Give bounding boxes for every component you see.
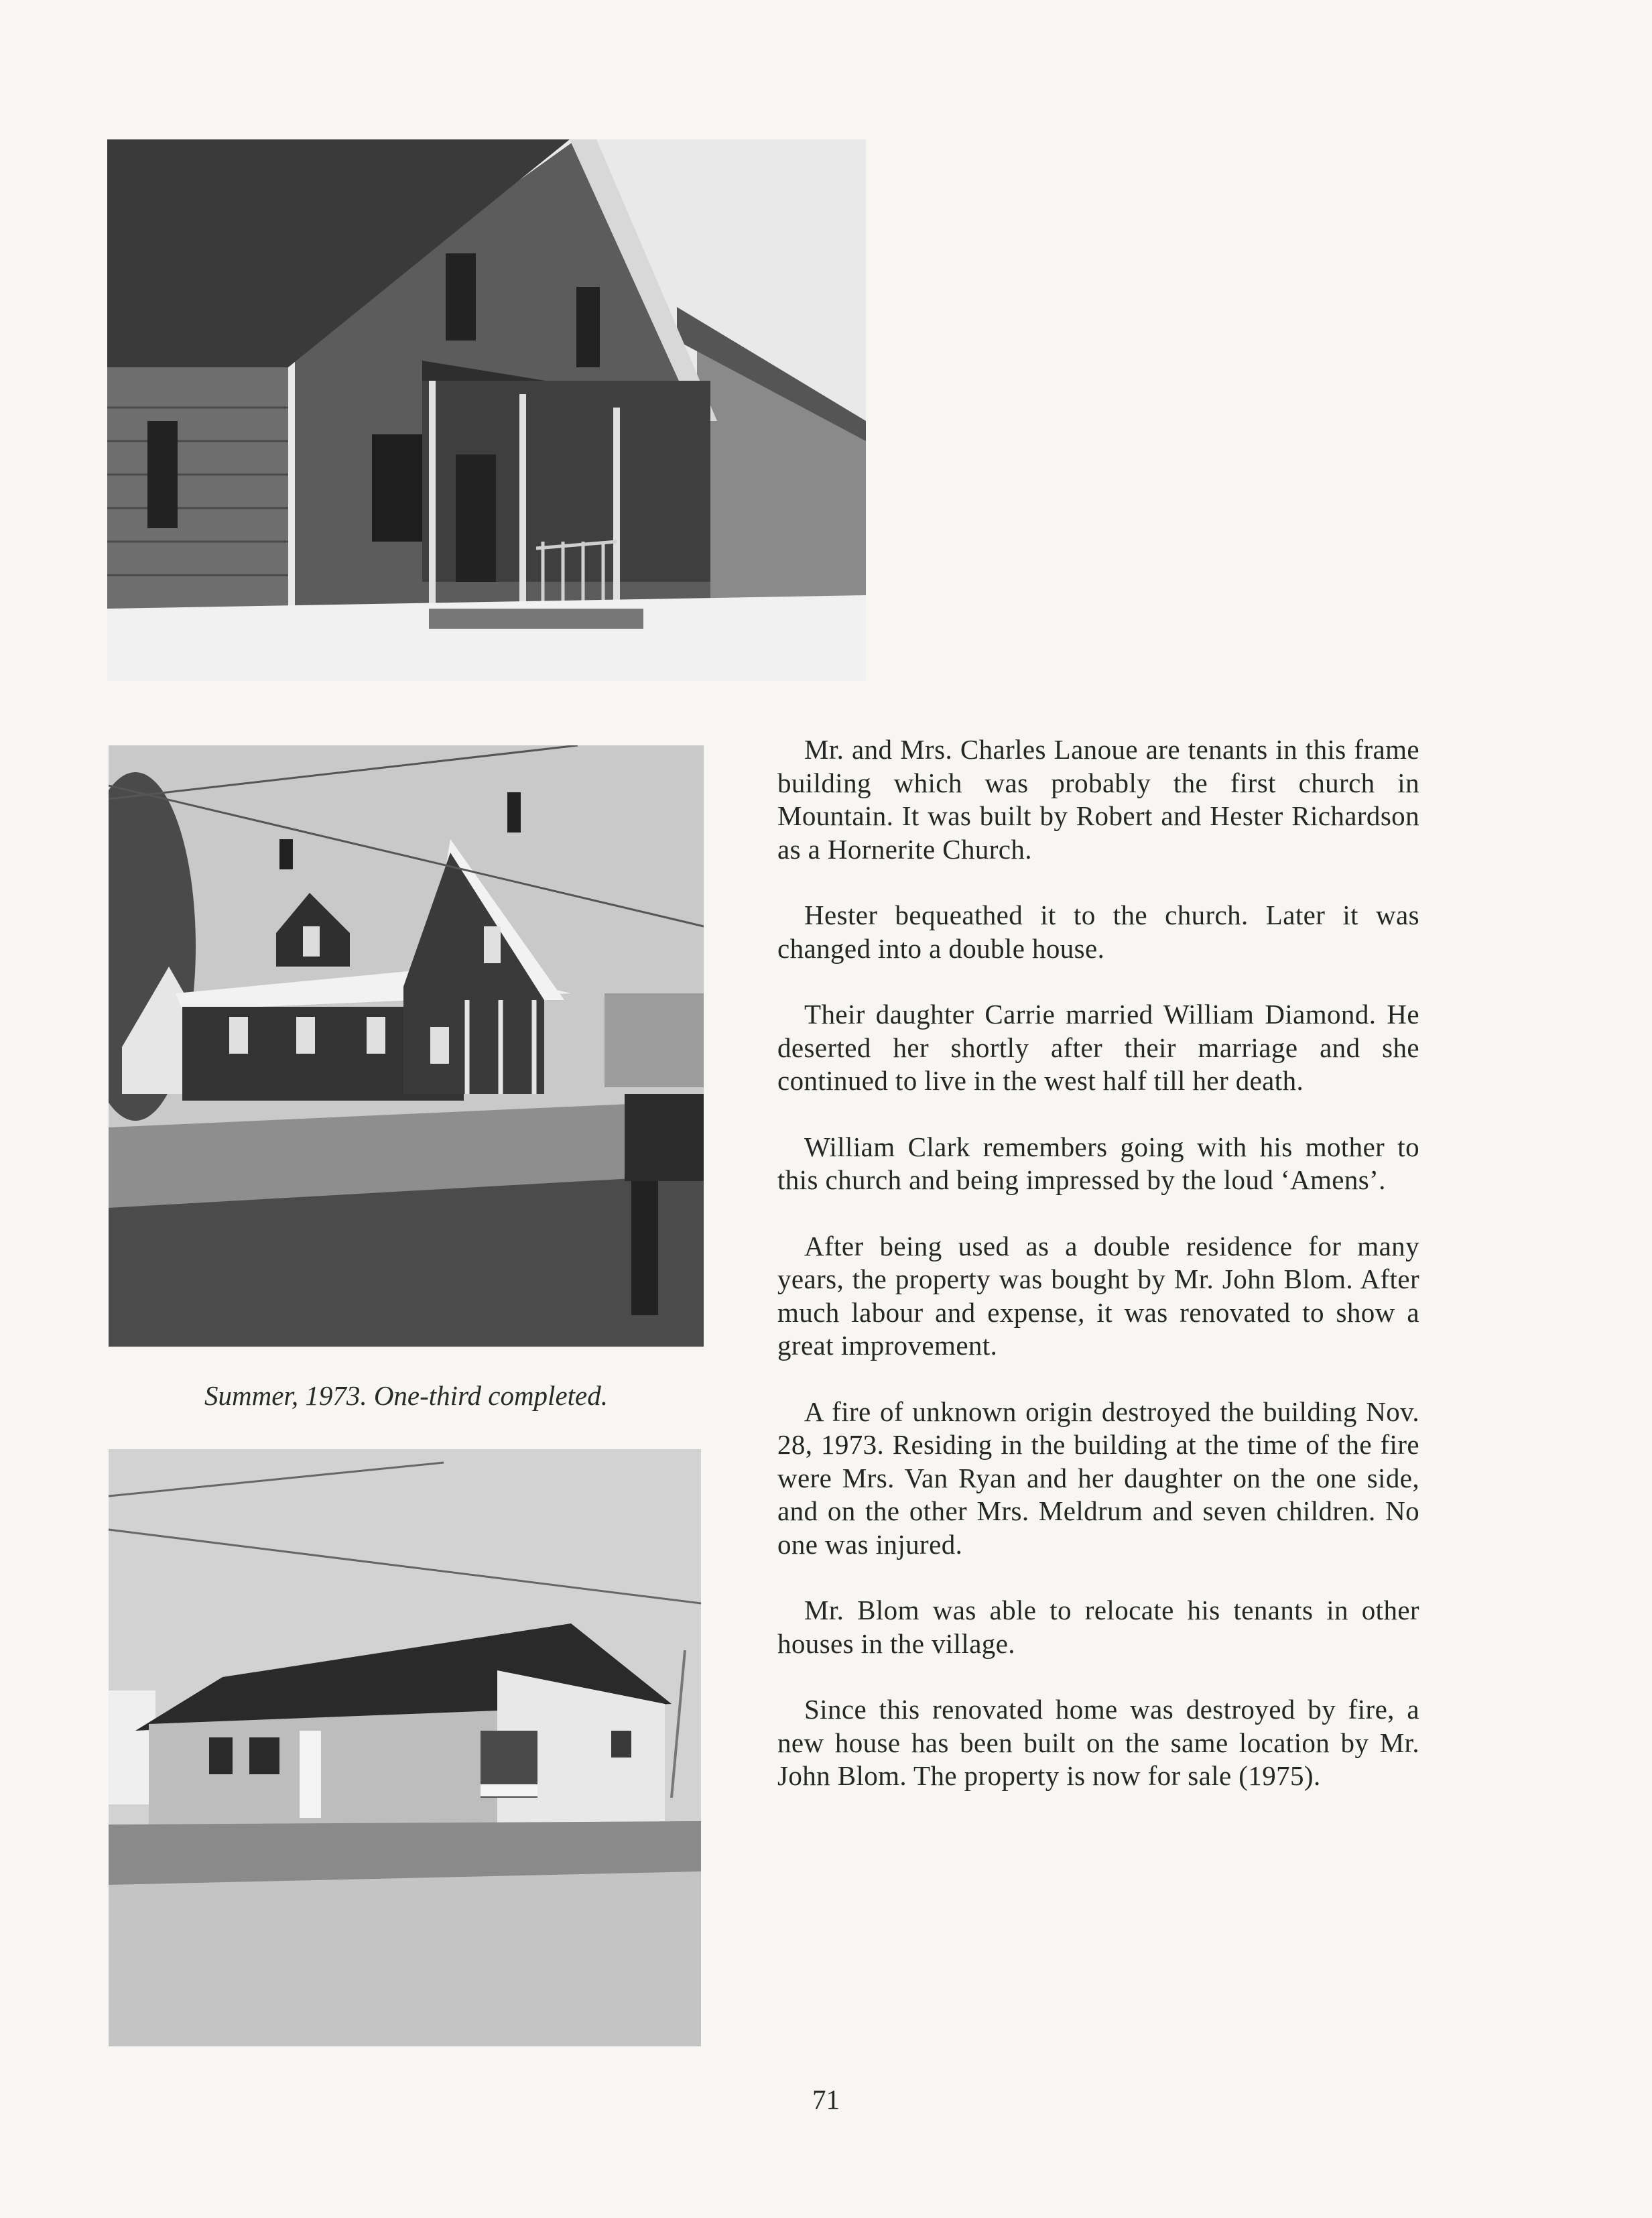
house-with-dormers-photo <box>109 745 704 1347</box>
house-with-porch-photo <box>107 139 866 681</box>
house-with-dormers-image <box>109 745 704 1347</box>
page-number: 71 <box>812 2084 840 2115</box>
paragraph: Mr. Blom was able to relocate his tenants in other houses in the village. <box>777 1595 1419 1659</box>
paragraph: After being used as a double residence for many years, the property was bought by Mr. John Blom. After much labour and expense, it was renovated to show a great improvement. <box>777 1230 1419 1361</box>
paragraph: A fire of unknown origin destroyed the building Nov. 28, 1973. Residing in the building at the time of the fire were Mrs. Van Ryan and her daughter on the one side, and on the other Mrs. Meldrum and seven children. No one was injured. <box>777 1396 1419 1560</box>
paragraph: Hester bequeathed it to the church. Later it was changed into a double house. <box>777 900 1419 964</box>
paragraph: Their daughter Carrie married William Diamond. He deserted her shortly after their marriage and she continued to live in the west half till her death. <box>777 999 1419 1096</box>
paragraph: Since this renovated home was destroyed by fire, a new house has been built on the same location by Mr. John Blom. The property is now for sale (1975). <box>777 1694 1419 1791</box>
renovated-bungalow-image <box>109 1449 701 2046</box>
renovated-bungalow-photo <box>109 1449 701 2046</box>
house-with-porch-image <box>107 139 866 681</box>
article-text <box>777 733 1419 1826</box>
paragraph: William Clark remembers going with his mother to this church and being impressed by the loud ‘Amens’. <box>777 1131 1419 1195</box>
paragraph: Mr. and Mrs. Charles Lanoue are tenants in this frame building which was probably the first church in Mountain. It was built by Robert and Hester Richardson as a Hornerite Church. <box>777 734 1419 865</box>
photo-caption: Summer, 1973. One-third completed. <box>204 1380 608 1411</box>
